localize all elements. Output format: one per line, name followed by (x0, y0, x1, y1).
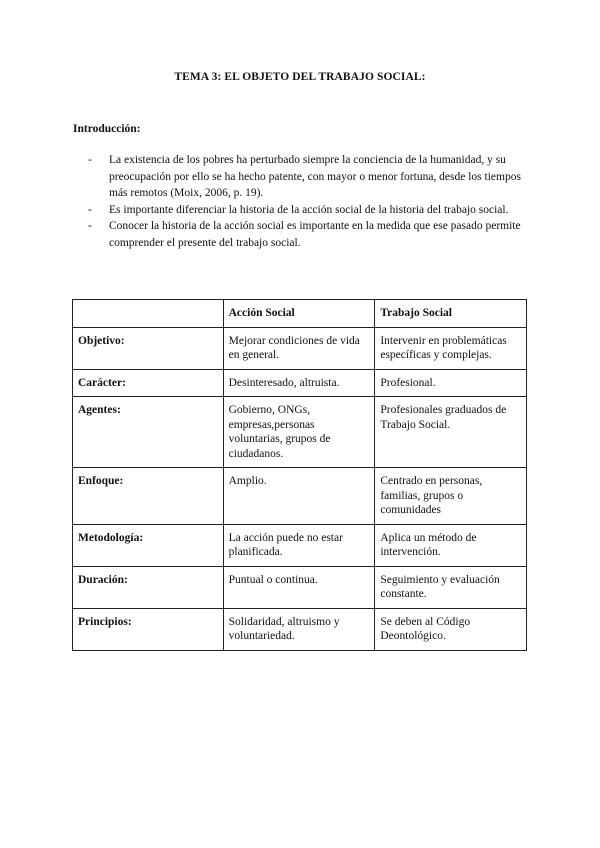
row-label: Objetivo: (73, 327, 224, 369)
cell-accion: Mejorar condiciones de vida en general. (223, 327, 375, 369)
cell-trabajo: Profesionales graduados de Trabajo Social. (375, 397, 527, 468)
cell-accion: Puntual o continua. (223, 566, 375, 608)
cell-accion: Solidaridad, altruismo y voluntariedad. (223, 608, 375, 650)
table-header-empty (73, 300, 224, 328)
table-row (73, 468, 527, 525)
row-label: Metodología: (73, 524, 224, 566)
cell-accion: Gobierno, ONGs, empresas,personas voluntarias, grupos de ciudadanos. (223, 397, 375, 468)
cell-trabajo: Centrado en personas, familias, grupos o comunidades (375, 468, 527, 525)
table-row (73, 608, 527, 650)
row-label: Agentes: (73, 397, 224, 468)
bullet-dash: - (88, 203, 92, 216)
table-row (73, 369, 527, 397)
list-item (88, 152, 538, 202)
page-title: TEMA 3: EL OBJETO DEL TRABAJO SOCIAL: (174, 71, 426, 83)
cell-accion: Amplio. (223, 468, 375, 525)
row-label: Principios: (73, 608, 224, 650)
cell-trabajo: Aplica un método de intervención. (375, 524, 527, 566)
bullet-text: La existencia de los pobres ha perturbado siempre la conciencia de la humanidad, y su preocupación por ello se ha hecho patente, con mayor o menor fortuna, desde los tiempos más remotos (Moix, 2006, p. 19). (109, 154, 521, 199)
cell-accion: Desinteresado, altruista. (223, 369, 375, 397)
row-label: Duración: (73, 566, 224, 608)
bullet-dash: - (88, 154, 92, 166)
bullet-dash: - (88, 220, 92, 232)
table-row (73, 524, 527, 566)
list-item (88, 202, 538, 219)
cell-accion: La acción puede no estar planificada. (223, 524, 375, 566)
table-header-trabajo-social: Trabajo Social (375, 300, 527, 328)
table-row (73, 397, 527, 468)
table-row (73, 566, 527, 608)
cell-trabajo: Intervenir en problemáticas específicas y complejas. (375, 327, 527, 369)
table-header-row (73, 300, 527, 328)
row-label: Carácter: (73, 369, 224, 397)
table-header-accion-social: Acción Social (223, 300, 375, 328)
bullet-list (88, 152, 538, 251)
row-label: Enfoque: (73, 468, 224, 525)
cell-trabajo: Seguimiento y evaluación constante. (375, 566, 527, 608)
bullet-text: Conocer la historia de la acción social es importante en la medida que ese pasado permite comprender el presente del trabajo social. (109, 220, 521, 249)
bullet-text: Es importante diferenciar la historia de la acción social de la historia del trabajo social. (109, 203, 509, 216)
cell-trabajo: Se deben al Código Deontológico. (375, 608, 527, 650)
comparison-table (72, 299, 527, 651)
list-item (88, 218, 538, 251)
intro-heading: Introducción: (73, 123, 141, 135)
table-row (73, 327, 527, 369)
cell-trabajo: Profesional. (375, 369, 527, 397)
